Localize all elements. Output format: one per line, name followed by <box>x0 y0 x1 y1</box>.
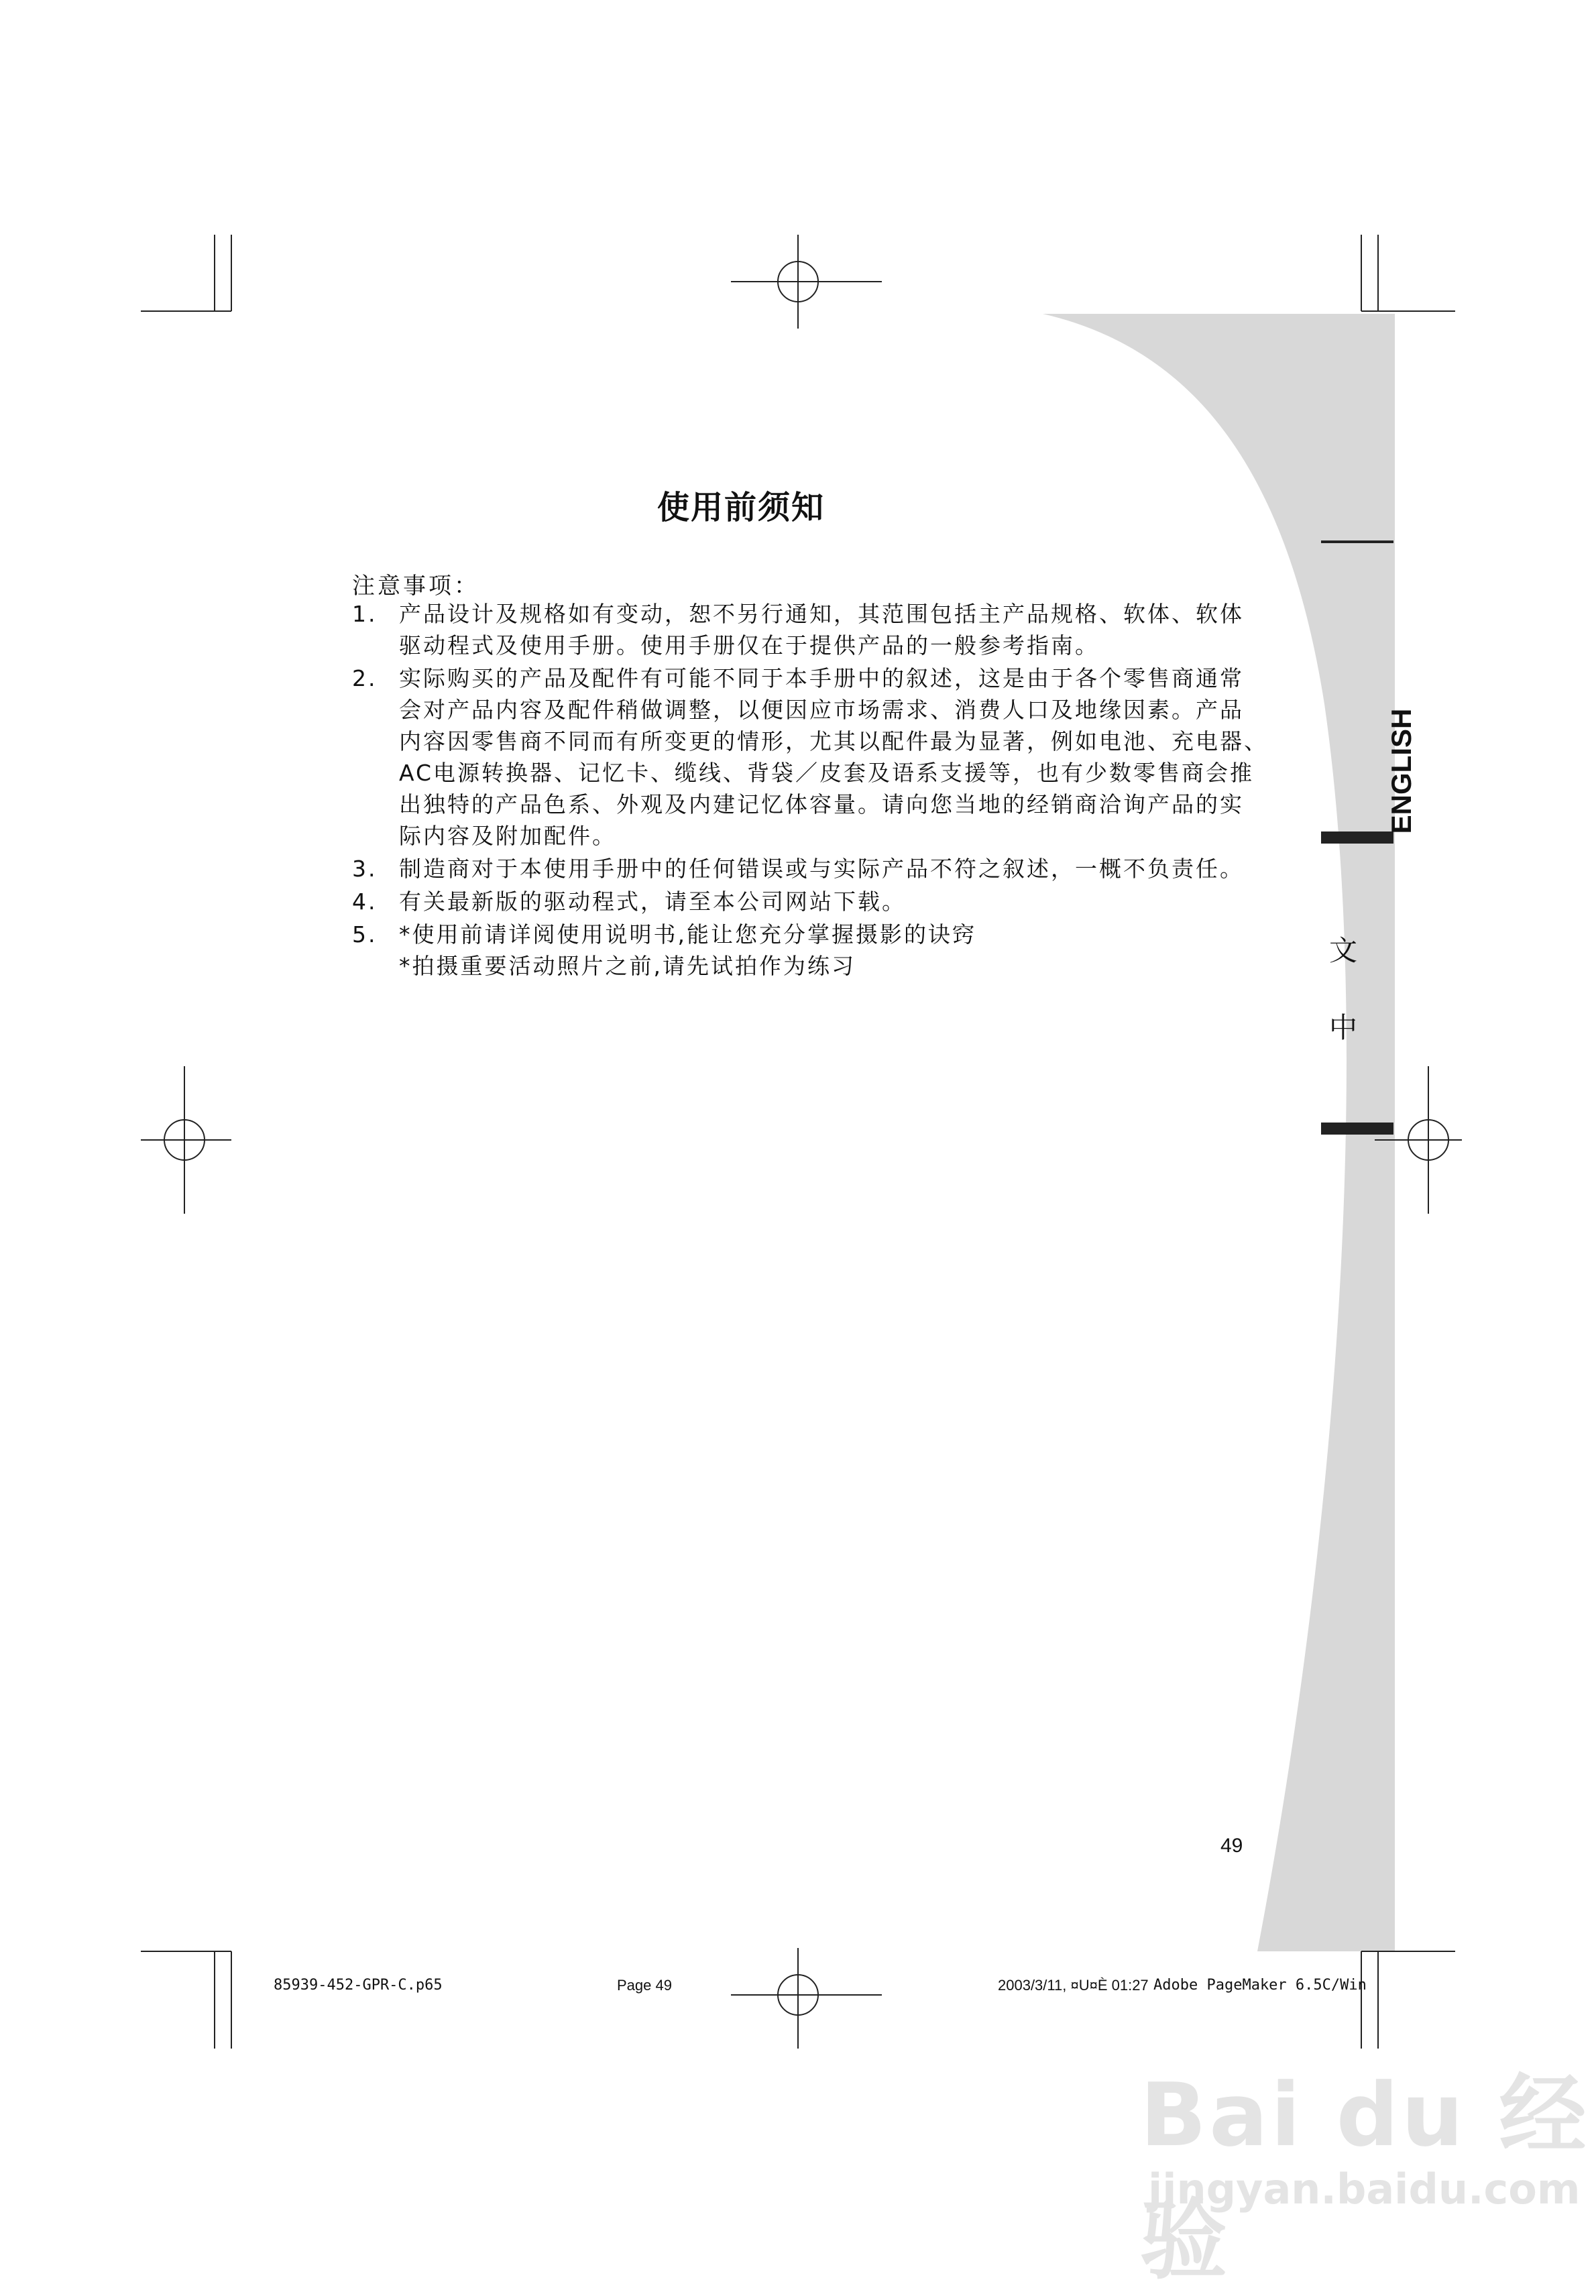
item-text: 出独特的产品色系、外观及内建记忆体容量。请向您当地的经销商洽询产品的实 <box>399 791 1244 817</box>
item-text: AC电源转换器、记忆卡、缆线、背袋／皮套及语系支援等，也有少数零售商会推 <box>399 760 1255 786</box>
watermark-logo: Bai du 经验 <box>1140 2064 1589 2291</box>
item-number: 3. <box>352 856 378 882</box>
list-item <box>352 853 1264 884</box>
item-text: 际内容及附加配件。 <box>399 823 616 849</box>
tab-chinese-char-1: 文 <box>1329 934 1358 967</box>
list-item <box>352 663 1268 852</box>
item-text: *拍摄重要活动照片之前,请先试拍作为练习 <box>399 953 856 979</box>
item-number: 5. <box>352 921 378 948</box>
notice-list <box>352 598 1268 983</box>
item-number: 1. <box>352 601 378 627</box>
item-text: 产品设计及规格如有变动，恕不另行通知，其范围包括主产品规格、软体、软体 <box>399 601 1244 627</box>
list-item <box>352 886 1264 917</box>
watermark-url: jingyan.baidu.com <box>1148 2165 1581 2214</box>
item-text: 会对产品内容及配件稍做调整，以便因应市场需求、消费人口及地缘因素。产品 <box>399 697 1244 723</box>
notice-heading: 注意事项： <box>352 573 479 599</box>
tab-english: ENGLISH <box>1385 708 1417 834</box>
tab-chinese-char-2: 中 <box>1329 1011 1358 1044</box>
item-text: 驱动程式及使用手册。使用手册仅在于提供产品的一般参考指南。 <box>399 632 1099 658</box>
footer-file: 85939-452-GPR-C.p65 <box>274 1977 443 1994</box>
footer-date: 2003/3/11, ¤U¤È 01:27 <box>998 1977 1149 1994</box>
item-text: 有关最新版的驱动程式，请至本公司网站下载。 <box>399 888 906 915</box>
footer-page: Page 49 <box>617 1977 672 1994</box>
item-number: 2. <box>352 665 378 691</box>
footer-app: Adobe PageMaker 6.5C/Win <box>1153 1977 1367 1994</box>
page-number: 49 <box>1220 1835 1243 1857</box>
item-text: 制造商对于本使用手册中的任何错误或与实际产品不符之叙述，一概不负责任。 <box>399 856 1244 882</box>
list-item <box>352 598 1264 661</box>
list-item <box>352 919 1264 982</box>
item-text: 实际购买的产品及配件有可能不同于本手册中的叙述，这是由于各个零售商通常 <box>399 665 1244 691</box>
item-text: 内容因零售商不同而有所变更的情形，尤其以配件最为显著，例如电池、充电器、 <box>399 728 1268 754</box>
item-number: 4. <box>352 888 378 915</box>
item-text: *使用前请详阅使用说明书,能让您充分掌握摄影的诀窍 <box>399 921 976 948</box>
page-title: 使用前须知 <box>657 489 825 526</box>
